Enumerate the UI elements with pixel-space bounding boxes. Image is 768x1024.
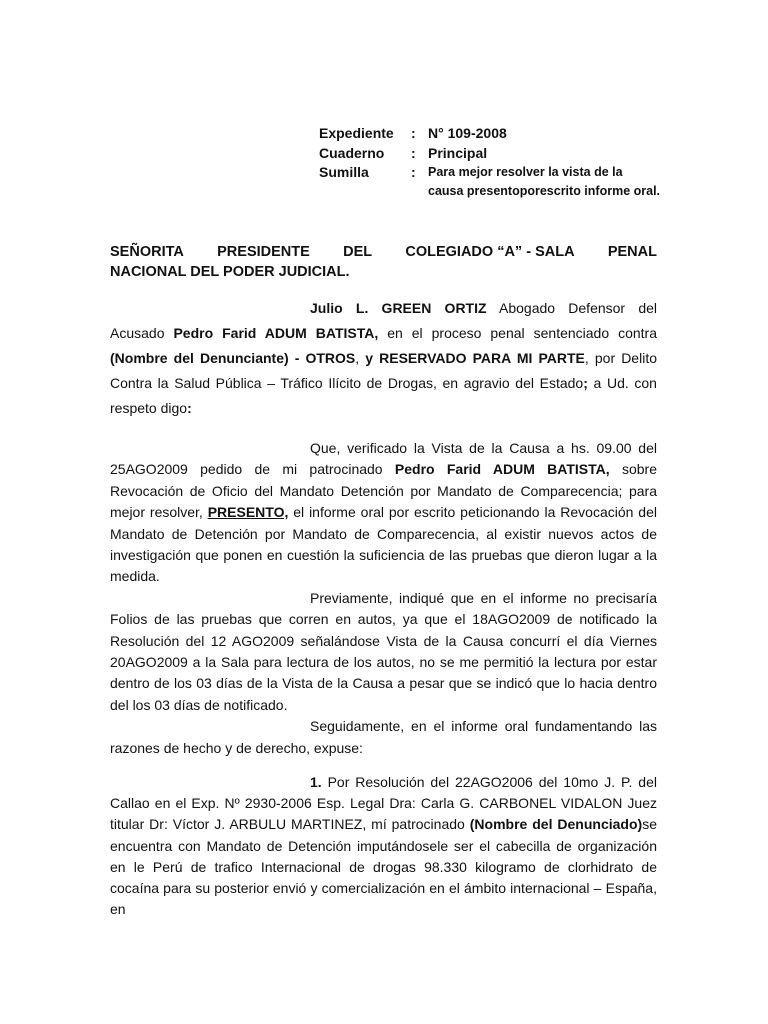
addressee-word: SEÑORITA (110, 244, 184, 260)
expediente-row (319, 124, 661, 144)
text-run: : (187, 400, 192, 416)
separator: : (411, 125, 416, 141)
text-run: se encuentra con Mandato de Detención imputándosele ser el cabecilla de organización en le Perú de trafico Internacional de drogas 98.330 kilogramo de clorhidrato de cocaína para su posterior envió y comercialización en el ámbito internacional – España, en (110, 816, 657, 918)
presento-keyword: PRESENTO, (207, 504, 289, 521)
author-name: Julio L. GREEN ORTIZ (310, 300, 487, 316)
text-run: , por Delito Contra la Salud Pública – Tráfico Ilícito de Drogas, en agravio del Estado (110, 350, 657, 391)
cuaderno-value: Principal (428, 144, 488, 161)
text-run: el informe oral por escrito peticionando la Revocación del Mandato de Detención por Mandato de Comparecencia, al existir nuevos actos de investigación que ponen en cuestión la suficiencia de las pruebas que dieron lugar a la medida. (110, 504, 657, 585)
sumilla-value: Para mejor resolver la vista de la causa presentoporescrito informe oral. (428, 165, 661, 198)
accused-name: Pedro Farid ADUM BATISTA, (173, 325, 379, 341)
sumilla-label: Sumilla (319, 164, 369, 180)
point-1 (110, 772, 657, 920)
case-header (319, 124, 661, 200)
text-run: sobre Revocación de Oficio del Mandato Detención por Mandato de Comparecencia; para mejor resolver, (110, 461, 657, 521)
text-run: Que, verificado la Vista de la Causa a hs. 09.00 del 25AGO2009 pedido de mi patrocinado (110, 440, 657, 478)
paragraph-previamente: Previamente, indiqué que en el informe no precisaría Folios de las pruebas que corren en autos, ya que el 18AGO2009 de notificado la Resolución del 12 AGO2009 señalándose Vista de la Causa concurrí el día Viernes 20AGO2009 a la Sala para lectura de los autos, no se me permitió la lectura por estar dentro de los 03 días de la Vista de la Causa a pesar que se indicó que lo hacia dentro del los 03 días de notificado. (110, 589, 657, 713)
addressee (110, 242, 657, 282)
text-run: , (355, 350, 366, 366)
cuaderno-label: Cuaderno (319, 144, 385, 161)
separator: : (411, 164, 416, 180)
point-number: 1. (310, 774, 322, 790)
addressee-word: COLEGIADO “A” - SALA (405, 244, 575, 260)
addressee-word: PRESIDENTE (217, 244, 310, 260)
sumilla-row (319, 163, 661, 200)
separator: : (411, 144, 416, 161)
text-run: ; (583, 375, 594, 391)
body-paragraphs (110, 438, 657, 759)
expediente-label: Expediente (319, 125, 394, 141)
expediente-value: N° 109-2008 (428, 125, 507, 141)
cuaderno-row (319, 144, 661, 164)
text-run: en el proceso penal sentenciado contra (378, 325, 658, 341)
text-run: a Ud. con respeto digo (110, 375, 657, 416)
addressee-word: DEL (343, 244, 373, 260)
reservado-text: y RESERVADO PARA MI PARTE (365, 350, 585, 366)
paragraph-presento (110, 438, 657, 588)
addressee-line-2: NACIONAL DEL PODER JUDICIAL. (110, 264, 350, 280)
text-run: Abogado Defensor del Acusado (110, 300, 657, 341)
denunciado-name: (Nombre del Denunciado) (469, 816, 643, 833)
text-run: Por Resolución del 22AGO2006 del 10mo J. P. del Callao en el Exp. Nº 2930-2006 Esp. Legal Dra: Carla G. CARBONEL VIDALON Juez titular Dr: Víctor J. ARBULU MARTINEZ, mí patrocinado (110, 774, 657, 833)
addressee-word: PENAL (607, 244, 657, 260)
intro-paragraph (110, 296, 657, 421)
paragraph-seguidamente: Seguidamente, en el informe oral fundamentando las razones de hecho y de derecho, expuse: (110, 718, 657, 756)
denunciante-name: (Nombre del Denunciante) - OTROS (110, 350, 356, 366)
accused-name: Pedro Farid ADUM BATISTA, (394, 461, 610, 478)
addressee-line-1 (110, 242, 657, 262)
